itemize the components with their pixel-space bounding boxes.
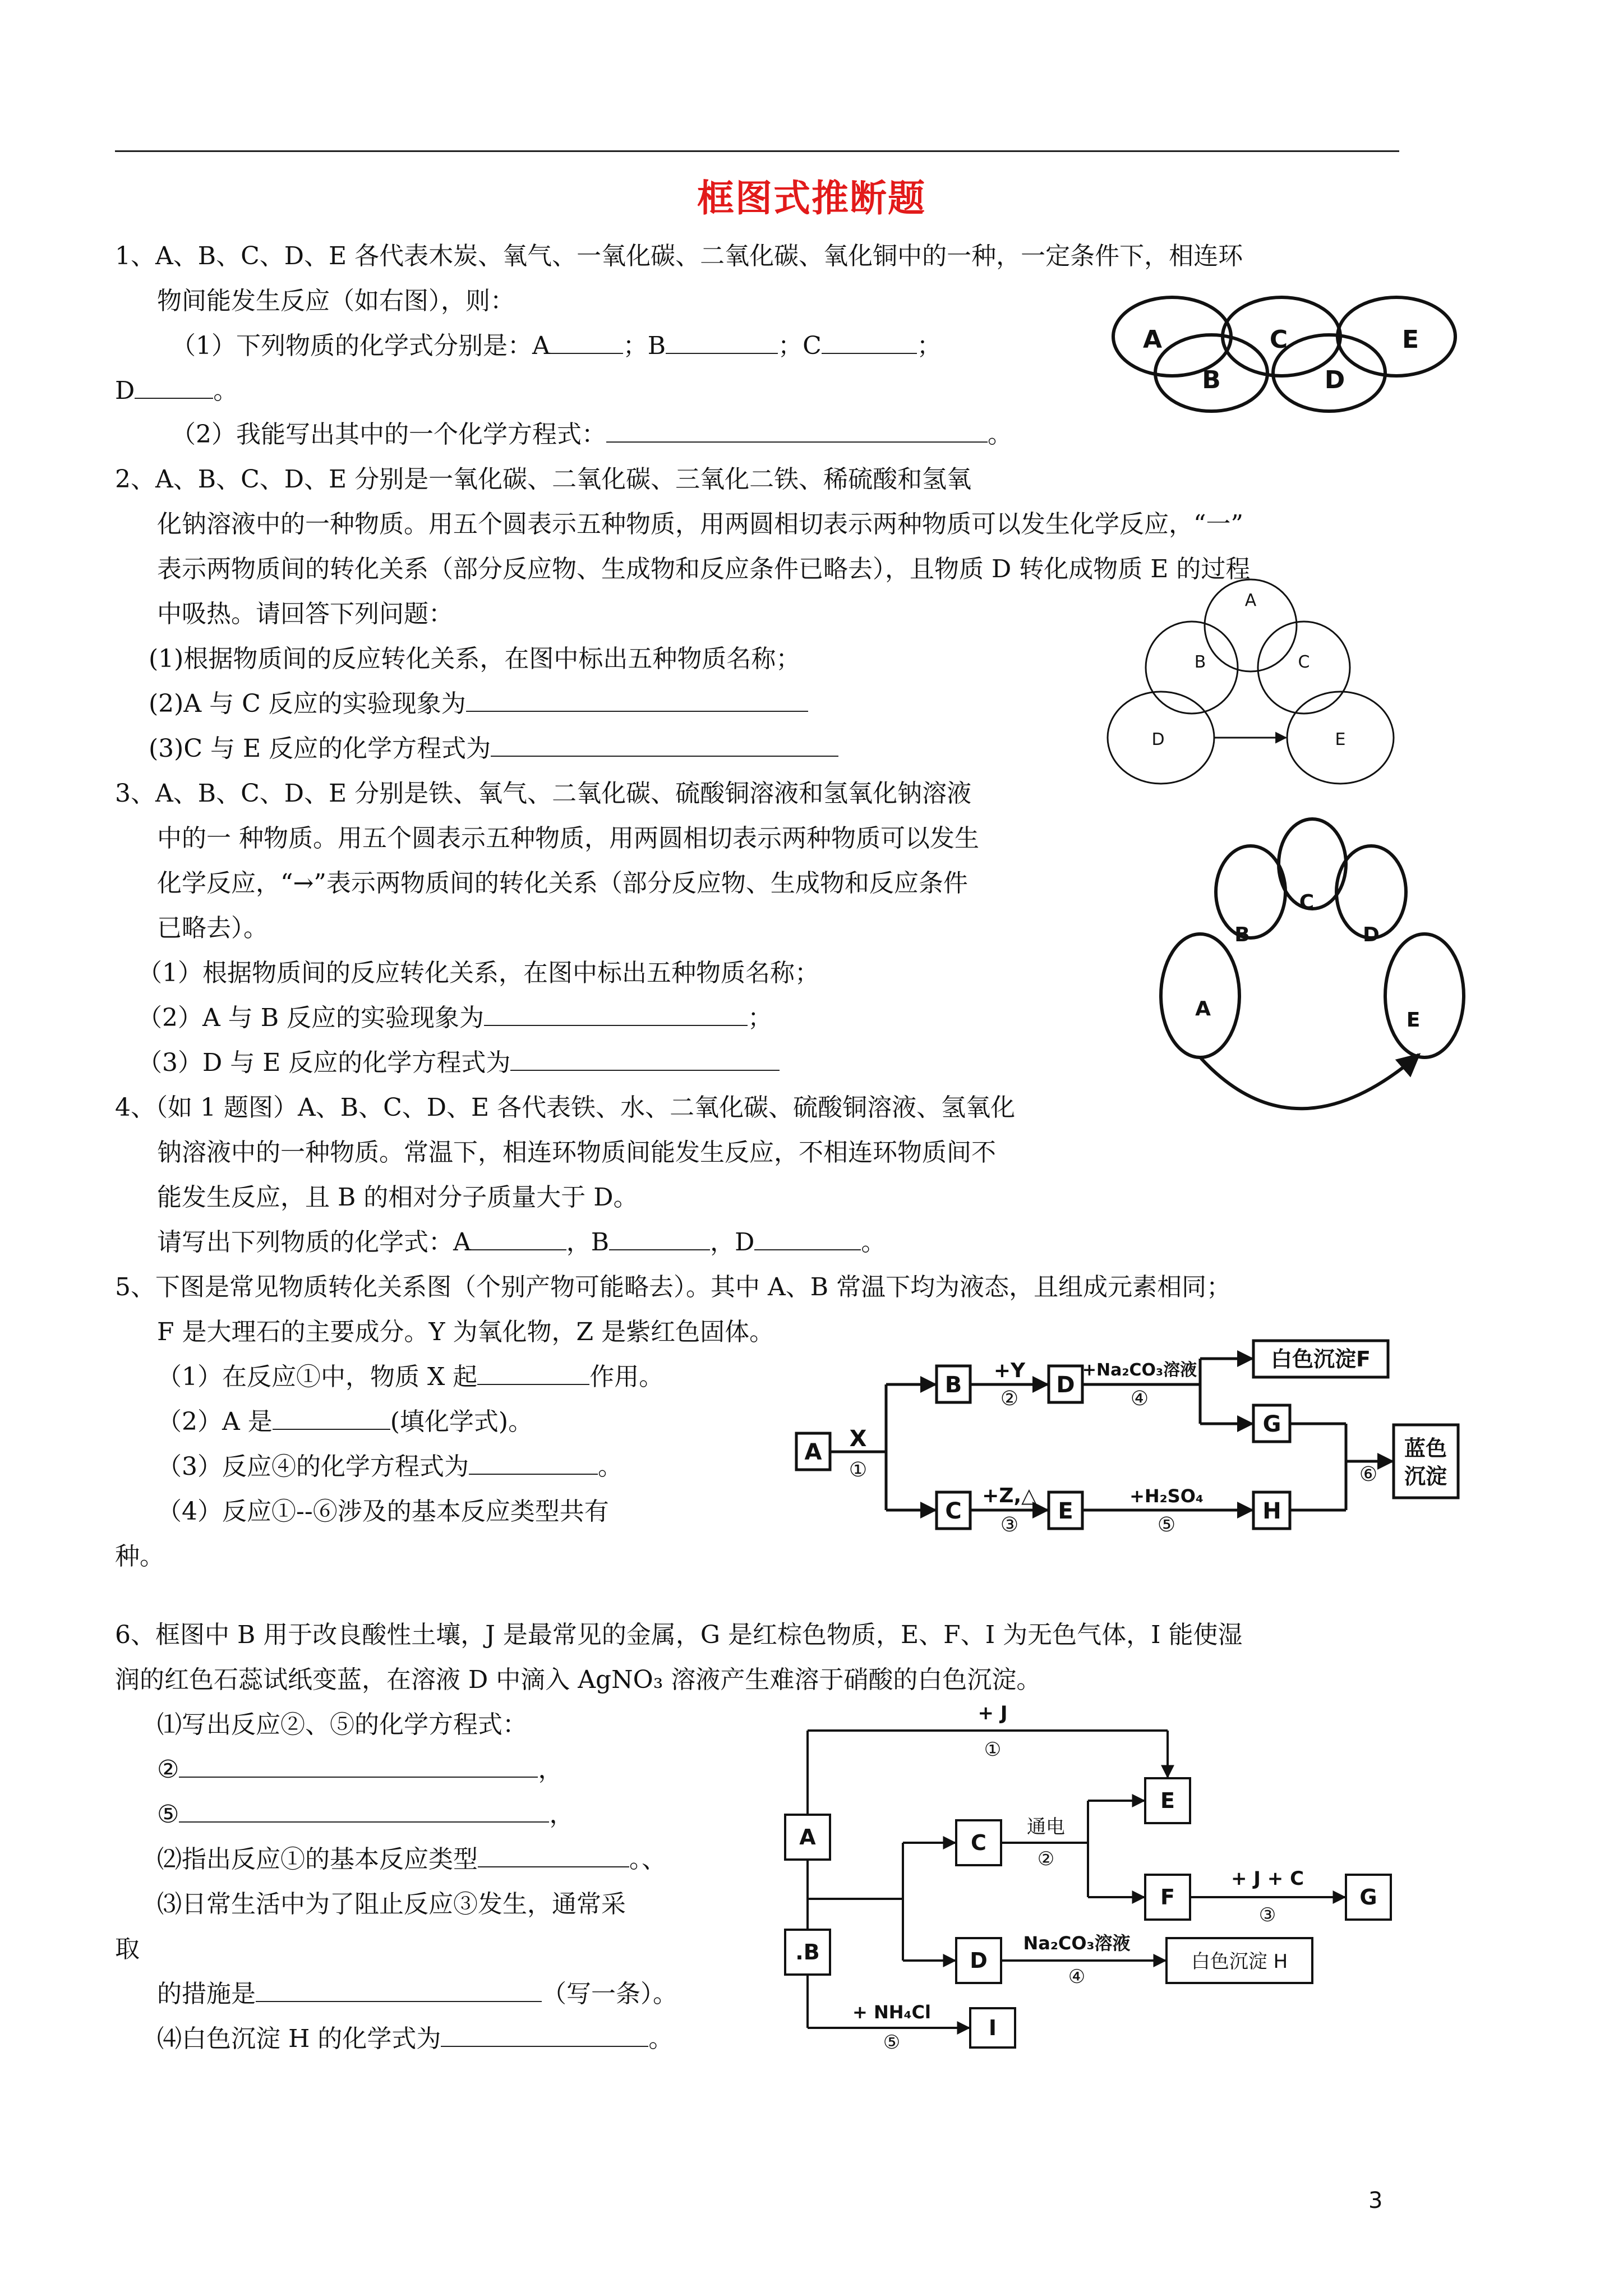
q3-line-2: 中的一 种物质。用五个圆表示五种物质，用两圆相切表示两种物质可以发生 bbox=[157, 824, 979, 853]
q6-blank-measure[interactable] bbox=[256, 1978, 542, 2002]
q6-line-1: 6、框图中 B 用于改良酸性土壤，J 是最常见的金属，G 是红棕色物质，E、F、I 为无色气体，I 能使湿 bbox=[115, 1621, 1243, 1649]
q6-line-4: ② ， bbox=[157, 1755, 563, 1784]
q2-line-7: (3)C 与 E 反应的化学方程式为 bbox=[149, 731, 838, 766]
q3-arrow-a-to-e bbox=[1200, 1055, 1419, 1108]
q5-label-r1: ① bbox=[849, 1458, 868, 1481]
q1-line-2: 物间能发生反应（如右图），则： bbox=[157, 287, 515, 315]
q1-label-c: C bbox=[1269, 325, 1288, 354]
q1-blank-b[interactable] bbox=[666, 330, 778, 354]
q3-label-b: B bbox=[1234, 923, 1250, 946]
q5-label-blue-2: 沉淀 bbox=[1404, 1464, 1447, 1489]
q3-circle-b-upper bbox=[1216, 846, 1285, 938]
q1-line-3: （1）下列物质的化学式分别是：A ；B ；C ； bbox=[171, 332, 942, 360]
q1-label-e: E bbox=[1401, 325, 1419, 354]
q5-blank-x-role[interactable] bbox=[477, 1361, 589, 1385]
q3-line-3: 化学反应，“→”表示两物质间的转化关系（部分反应物、生成物和反应条件 bbox=[157, 869, 968, 898]
q3-line-4: 已略去）。 bbox=[157, 914, 268, 942]
q2-label-e: E bbox=[1335, 730, 1346, 749]
top-rule bbox=[115, 150, 1399, 152]
q6-label-plus-j: + J bbox=[978, 1702, 1008, 1724]
q6-line-5: ⑤ ， bbox=[157, 1800, 574, 1829]
q3-ring-diagram bbox=[1150, 813, 1475, 1111]
q5-label-b: B bbox=[944, 1372, 962, 1398]
q6-line-9: 的措施是 （写一条）。 bbox=[157, 1980, 677, 2008]
q6-label-b: .B bbox=[795, 1940, 820, 1964]
q3-label-d: D bbox=[1363, 923, 1380, 946]
q6-blank-equation-2[interactable] bbox=[179, 1754, 538, 1778]
q6-blank-h-formula[interactable] bbox=[441, 2023, 648, 2047]
q6-line-8: 取 bbox=[115, 1935, 140, 1963]
q1-label-b: B bbox=[1202, 366, 1221, 394]
q2-circle-diagram bbox=[1099, 578, 1413, 791]
q4-line-4: 请写出下列物质的化学式：A ，B ，D 。 bbox=[157, 1228, 886, 1257]
q6-line-6: ⑵指出反应①的基本反应类型 。、 bbox=[157, 1845, 666, 1874]
q3-circle-e bbox=[1385, 934, 1464, 1057]
page-title: 框图式推断题 bbox=[697, 177, 926, 220]
q1-blank-equation[interactable] bbox=[606, 419, 988, 443]
q5-blank-a-formula[interactable] bbox=[273, 1406, 390, 1430]
q4-blank-b[interactable] bbox=[609, 1227, 710, 1250]
q5-label-r5: ⑤ bbox=[1157, 1513, 1176, 1536]
q6-blank-equation-5[interactable] bbox=[179, 1799, 549, 1823]
q6-label-white-precipitate-h: 白色沉淀 H bbox=[1191, 1950, 1288, 1973]
q6-label-i: I bbox=[988, 2016, 997, 2040]
q2-line-1: 2、A、B、C、D、E 分别是一氧化碳、二氧化碳、三氧化二铁、稀硫酸和氢氧 bbox=[115, 465, 972, 494]
q5-label-h2so4: +H₂SO₄ bbox=[1129, 1485, 1204, 1507]
q5-line-7: 种。 bbox=[115, 1542, 164, 1571]
q5-label-g: G bbox=[1262, 1411, 1281, 1437]
q1-ring-e bbox=[1338, 297, 1455, 376]
q6-label-d: D bbox=[970, 1948, 988, 1973]
q6-label-plus-j-c: + J + C bbox=[1230, 1867, 1304, 1890]
q6-label-c: C bbox=[971, 1830, 986, 1855]
q5-label-r2: ② bbox=[1000, 1387, 1019, 1410]
q5-label-na2co3: +Na₂CO₃溶液 bbox=[1082, 1360, 1197, 1380]
q1-line-4: D 。 bbox=[115, 376, 238, 405]
q6-line-7: ⑶日常生活中为了阻止反应③发生，通常采 bbox=[157, 1890, 626, 1918]
q6-label-f: F bbox=[1160, 1885, 1175, 1910]
q1-line-5: （2）我能写出其中的一个化学方程式： 。 bbox=[171, 420, 1012, 449]
q1-label-a: A bbox=[1142, 325, 1163, 354]
q5-label-y: +Y bbox=[993, 1359, 1026, 1382]
q6-label-e: E bbox=[1160, 1788, 1175, 1813]
q4-line-1: 4、（如 1 题图）A、B、C、D、E 各代表铁、水、二氧化碳、硫酸铜溶液、氢氧化 bbox=[115, 1093, 1016, 1122]
q1-blank-d[interactable] bbox=[135, 375, 213, 399]
q6-blank-reaction-type[interactable] bbox=[478, 1844, 629, 1867]
q6-label-r3: ③ bbox=[1258, 1904, 1276, 1926]
q5-label-z: +Z,△ bbox=[982, 1484, 1037, 1507]
q5-flow-diagram bbox=[785, 1335, 1469, 1559]
q5-line-5: （3）反应④的化学方程式为 。 bbox=[157, 1452, 623, 1481]
q4-line-3: 能发生反应，且 B 的相对分子质量大于 D。 bbox=[157, 1183, 638, 1212]
q5-label-white-precipitate-f: 白色沉淀F bbox=[1271, 1347, 1371, 1372]
q3-line-7: （3）D 与 E 反应的化学方程式为 bbox=[137, 1046, 780, 1080]
q5-line-6: （4）反应①--⑥涉及的基本反应类型共有 bbox=[157, 1497, 609, 1526]
q6-label-r2: ② bbox=[1037, 1848, 1055, 1870]
q6-label-electrolysis: 通电 bbox=[1027, 1816, 1065, 1838]
q2-line-4: 中吸热。请回答下列问题： bbox=[157, 600, 453, 628]
q3-blank-equation[interactable] bbox=[510, 1047, 780, 1071]
q5-label-a: A bbox=[804, 1439, 822, 1465]
q5-label-x: X bbox=[849, 1426, 867, 1452]
q5-line-2: F 是大理石的主要成分。Y 为氧化物，Z 是紫红色固体。 bbox=[157, 1318, 774, 1346]
q5-label-d: D bbox=[1056, 1372, 1075, 1398]
q3-label-e: E bbox=[1406, 1009, 1421, 1032]
q6-label-r1: ① bbox=[984, 1738, 1002, 1761]
q5-blank-equation[interactable] bbox=[469, 1451, 598, 1475]
q1-ring-diagram bbox=[1105, 292, 1486, 421]
q6-label-g: G bbox=[1359, 1885, 1377, 1910]
q5-label-h: H bbox=[1262, 1498, 1281, 1524]
q5-line-1: 5、下图是常见物质转化关系图（个别产物可能略去）。其中 A、B 常温下均为液态，且组成元素相同； bbox=[115, 1273, 1232, 1301]
page-number: 3 bbox=[1368, 2188, 1383, 2214]
q3-line-1: 3、A、B、C、D、E 分别是铁、氧气、二氧化碳、硫酸铜溶液和氢氧化钠溶液 bbox=[115, 779, 972, 808]
q2-label-a: A bbox=[1244, 591, 1257, 610]
q6-label-r4: ④ bbox=[1068, 1966, 1086, 1988]
q5-label-c: C bbox=[945, 1498, 962, 1524]
q2-label-d: D bbox=[1151, 730, 1165, 749]
q2-line-5: (1)根据物质间的反应转化关系，在图中标出五种物质名称； bbox=[149, 645, 801, 673]
q6-flow-diagram bbox=[774, 1694, 1419, 2053]
q3-line-6: （2）A 与 B 反应的实验现象为 ； bbox=[137, 1004, 773, 1032]
q3-label-c: C bbox=[1299, 891, 1315, 914]
q1-blank-a[interactable] bbox=[550, 330, 623, 354]
q3-label-a: A bbox=[1195, 997, 1211, 1020]
q6-label-nh4cl: + NH₄Cl bbox=[852, 2001, 931, 2023]
q6-label-na2co3: Na₂CO₃溶液 bbox=[1023, 1932, 1131, 1954]
q6-line-2: 润的红色石蕊试纸变蓝，在溶液 D 中滴入 AgNO₃ 溶液产生难溶于硝酸的白色沉淀。 bbox=[115, 1665, 1041, 1694]
q5-label-r3: ③ bbox=[1000, 1513, 1019, 1536]
q3-circle-a bbox=[1161, 934, 1239, 1057]
q5-label-e: E bbox=[1058, 1498, 1073, 1524]
q5-label-r6: ⑥ bbox=[1359, 1463, 1378, 1486]
q4-line-2: 钠溶液中的一种物质。常温下，相连环物质间能发生反应，不相连环物质间不 bbox=[157, 1138, 996, 1167]
q2-blank-phenomenon[interactable] bbox=[466, 688, 808, 712]
q2-label-c: C bbox=[1298, 652, 1310, 672]
q6-label-a: A bbox=[799, 1825, 816, 1849]
q2-label-b: B bbox=[1194, 652, 1206, 672]
q2-line-6: (2)A 与 C 反应的实验现象为 bbox=[149, 687, 808, 721]
q2-line-2: 化钠溶液中的一种物质。用五个圆表示五种物质，用两圆相切表示两种物质可以发生化学反应，“一” bbox=[157, 510, 1243, 539]
q5-label-r4: ④ bbox=[1130, 1387, 1149, 1410]
q4-blank-a[interactable] bbox=[471, 1227, 566, 1250]
q2-blank-equation[interactable] bbox=[491, 733, 838, 757]
q6-line-10: ⑷白色沉淀 H 的化学式为 。 bbox=[157, 2024, 674, 2053]
q1-blank-c[interactable] bbox=[822, 330, 917, 354]
q4-blank-d[interactable] bbox=[754, 1227, 861, 1250]
q3-blank-phenomenon[interactable] bbox=[484, 1002, 748, 1026]
q6-line-3: ⑴写出反应②、⑤的化学方程式： bbox=[157, 1710, 527, 1739]
q1-line-1: 1、A、B、C、D、E 各代表木炭、氧气、一氧化碳、二氧化碳、氧化铜中的一种，一定条件下，相连环 bbox=[115, 242, 1243, 270]
q3-line-5: （1）根据物质间的反应转化关系，在图中标出五种物质名称； bbox=[137, 959, 819, 987]
q5-line-4: （2）A 是 (填化学式)。 bbox=[157, 1407, 533, 1436]
q1-label-d: D bbox=[1324, 366, 1345, 394]
q6-label-r5: ⑤ bbox=[883, 2031, 901, 2053]
q2-line-3: 表示两物质间的转化关系（部分反应物、生成物和反应条件已略去），且物质 D 转化成物质 E 的过程 bbox=[157, 555, 1251, 583]
q5-line-3: （1）在反应①中，物质 X 起 作用。 bbox=[157, 1363, 664, 1391]
q5-label-blue-1: 蓝色 bbox=[1404, 1436, 1447, 1461]
